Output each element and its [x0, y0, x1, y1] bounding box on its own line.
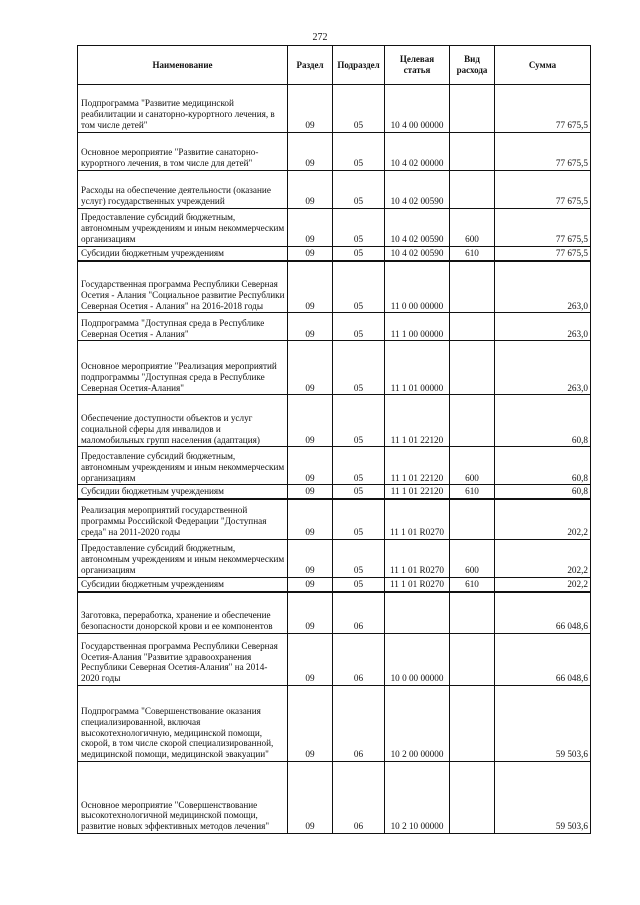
- row-sum: 60,8: [495, 485, 591, 499]
- row-section: 09: [288, 634, 333, 686]
- table-row: [78, 261, 591, 313]
- row-name: Основное мероприятие "Реализация мероприятий подпрограммы "Доступная среда в Республике Северная Осетия-Алания": [78, 341, 288, 395]
- budget-table: [77, 45, 591, 834]
- row-subsection: 05: [333, 171, 385, 209]
- row-expense-type: [450, 686, 495, 762]
- row-target: 11 1 01 22120: [385, 395, 450, 447]
- row-subsection: 05: [333, 447, 385, 485]
- row-expense-type: 610: [450, 577, 495, 591]
- row-subsection: 06: [333, 592, 385, 634]
- row-target: 11 1 01 R0270: [385, 499, 450, 539]
- row-subsection: 05: [333, 341, 385, 395]
- row-subsection: 05: [333, 539, 385, 577]
- row-expense-type: [450, 171, 495, 209]
- col-header-sum: Сумма: [495, 46, 591, 85]
- table-row: [78, 209, 591, 247]
- table-row: [78, 133, 591, 171]
- row-expense-type: [450, 133, 495, 171]
- col-header-section: Раздел: [288, 46, 333, 85]
- col-header-name: Наименование: [78, 46, 288, 85]
- row-name: Субсидии бюджетным учреждениям: [78, 247, 288, 261]
- row-section: 09: [288, 447, 333, 485]
- row-section: 09: [288, 261, 333, 313]
- row-section: 09: [288, 577, 333, 591]
- row-target: 11 1 01 R0270: [385, 577, 450, 591]
- row-name: Предоставление субсидий бюджетным, автономным учреждениям и иным некоммерческим организациям: [78, 539, 288, 577]
- col-header-subsection: Подраздел: [333, 46, 385, 85]
- row-subsection: 05: [333, 499, 385, 539]
- table-row: [78, 499, 591, 539]
- row-sum: 77 675,5: [495, 247, 591, 261]
- table-row: [78, 341, 591, 395]
- row-section: 09: [288, 485, 333, 499]
- col-header-expense-type: Вид расхода: [450, 46, 495, 85]
- row-sum: 77 675,5: [495, 133, 591, 171]
- row-section: 09: [288, 313, 333, 341]
- table-row: [78, 485, 591, 499]
- row-expense-type: [450, 85, 495, 133]
- row-expense-type: [450, 313, 495, 341]
- table-row: [78, 762, 591, 834]
- row-sum: 59 503,6: [495, 686, 591, 762]
- row-subsection: 05: [333, 313, 385, 341]
- row-section: 09: [288, 209, 333, 247]
- row-section: 09: [288, 133, 333, 171]
- row-target: 10 0 00 00000: [385, 634, 450, 686]
- row-target: 10 4 02 00590: [385, 247, 450, 261]
- row-name: Заготовка, переработка, хранение и обеспечение безопасности донорской крови и ее компонентов: [78, 592, 288, 634]
- row-target: 10 4 02 00590: [385, 209, 450, 247]
- row-section: 09: [288, 171, 333, 209]
- row-target: 10 2 00 00000: [385, 686, 450, 762]
- row-name: Предоставление субсидий бюджетным, автономным учреждениям и иным некоммерческим организациям: [78, 447, 288, 485]
- row-expense-type: 600: [450, 209, 495, 247]
- row-section: 09: [288, 499, 333, 539]
- row-expense-type: [450, 261, 495, 313]
- page-number: 272: [312, 32, 328, 43]
- row-subsection: 05: [333, 261, 385, 313]
- row-target: 11 1 01 22120: [385, 485, 450, 499]
- row-target: 10 4 02 00000: [385, 133, 450, 171]
- row-subsection: 05: [333, 395, 385, 447]
- row-expense-type: [450, 395, 495, 447]
- row-expense-type: 600: [450, 539, 495, 577]
- row-sum: 263,0: [495, 313, 591, 341]
- row-expense-type: 610: [450, 485, 495, 499]
- col-header-target: Целевая статья: [385, 46, 450, 85]
- row-name: Предоставление субсидий бюджетным, автономным учреждениям и иным некоммерческим организациям: [78, 209, 288, 247]
- row-sum: 263,0: [495, 341, 591, 395]
- row-sum: 66 048,6: [495, 592, 591, 634]
- row-section: 09: [288, 341, 333, 395]
- row-name: Реализация мероприятий государственной программы Российской Федерации "Доступная среда" на 2011-2020 годы: [78, 499, 288, 539]
- table-header: [78, 46, 591, 85]
- row-sum: 263,0: [495, 261, 591, 313]
- row-section: 09: [288, 762, 333, 834]
- row-section: 09: [288, 686, 333, 762]
- row-sum: 77 675,5: [495, 209, 591, 247]
- row-expense-type: 610: [450, 247, 495, 261]
- row-name: Подпрограмма "Доступная среда в Республике Северная Осетия - Алания": [78, 313, 288, 341]
- row-section: 09: [288, 592, 333, 634]
- row-sum: 60,8: [495, 395, 591, 447]
- row-section: 09: [288, 539, 333, 577]
- table-row: [78, 686, 591, 762]
- row-name: Субсидии бюджетным учреждениям: [78, 485, 288, 499]
- row-target: 11 1 01 22120: [385, 447, 450, 485]
- row-expense-type: [450, 634, 495, 686]
- row-target: 10 4 02 00590: [385, 171, 450, 209]
- row-target: [385, 592, 450, 634]
- row-name: Субсидии бюджетным учреждениям: [78, 577, 288, 591]
- table-row: [78, 577, 591, 591]
- row-target: 11 0 00 00000: [385, 261, 450, 313]
- row-subsection: 05: [333, 85, 385, 133]
- row-subsection: 06: [333, 634, 385, 686]
- row-sum: 77 675,5: [495, 85, 591, 133]
- row-section: 09: [288, 85, 333, 133]
- row-sum: 60,8: [495, 447, 591, 485]
- table-row: [78, 85, 591, 133]
- row-name: Основное мероприятие "Развитие санаторно-курортного лечения, в том числе для детей": [78, 133, 288, 171]
- row-expense-type: [450, 762, 495, 834]
- row-name: Государственная программа Республики Северная Осетия - Алания "Социальное развитие Республики Северная Осетия - Алания" на 2016-2018 годы: [78, 261, 288, 313]
- row-target: 11 1 00 00000: [385, 313, 450, 341]
- row-target: 10 4 00 00000: [385, 85, 450, 133]
- row-expense-type: 600: [450, 447, 495, 485]
- row-expense-type: [450, 592, 495, 634]
- table-row: [78, 634, 591, 686]
- row-subsection: 06: [333, 762, 385, 834]
- table-row: [78, 539, 591, 577]
- row-section: 09: [288, 247, 333, 261]
- row-name: Обеспечение доступности объектов и услуг социальной сферы для инвалидов и маломобильных групп населения (адаптация): [78, 395, 288, 447]
- row-sum: 202,2: [495, 539, 591, 577]
- row-subsection: 06: [333, 686, 385, 762]
- table-row: [78, 313, 591, 341]
- row-subsection: 05: [333, 209, 385, 247]
- row-subsection: 05: [333, 485, 385, 499]
- row-target: 11 1 01 00000: [385, 341, 450, 395]
- row-name: Расходы на обеспечение деятельности (оказание услуг) государственных учреждений: [78, 171, 288, 209]
- table-row: [78, 447, 591, 485]
- row-sum: 66 048,6: [495, 634, 591, 686]
- row-name: Основное мероприятие "Совершенствование высокотехнологичной медицинской помощи, развитие новых эффективных методов лечения": [78, 762, 288, 834]
- row-expense-type: [450, 499, 495, 539]
- table-row: [78, 171, 591, 209]
- table-row: [78, 395, 591, 447]
- row-sum: 202,2: [495, 577, 591, 591]
- row-sum: 59 503,6: [495, 762, 591, 834]
- row-subsection: 05: [333, 247, 385, 261]
- row-target: 11 1 01 R0270: [385, 539, 450, 577]
- row-name: Подпрограмма "Совершенствование оказания специализированной, включая высокотехнологичную, медицинской помощи, скорой, в том числе скорой специализированной, медицинской помощи, медицинской эвакуации": [78, 686, 288, 762]
- row-name: Государственная программа Республики Северная Осетия-Алания "Развитие здравоохранения Республики Северная Осетия-Алания" на 2014-2020 годы: [78, 634, 288, 686]
- row-subsection: 05: [333, 577, 385, 591]
- table-row: [78, 592, 591, 634]
- table-row: [78, 247, 591, 261]
- row-sum: 202,2: [495, 499, 591, 539]
- row-name: Подпрограмма "Развитие медицинской реабилитации и санаторно-курортного лечения, в том числе детей": [78, 85, 288, 133]
- row-subsection: 05: [333, 133, 385, 171]
- row-section: 09: [288, 395, 333, 447]
- row-sum: 77 675,5: [495, 171, 591, 209]
- row-target: 10 2 10 00000: [385, 762, 450, 834]
- row-expense-type: [450, 341, 495, 395]
